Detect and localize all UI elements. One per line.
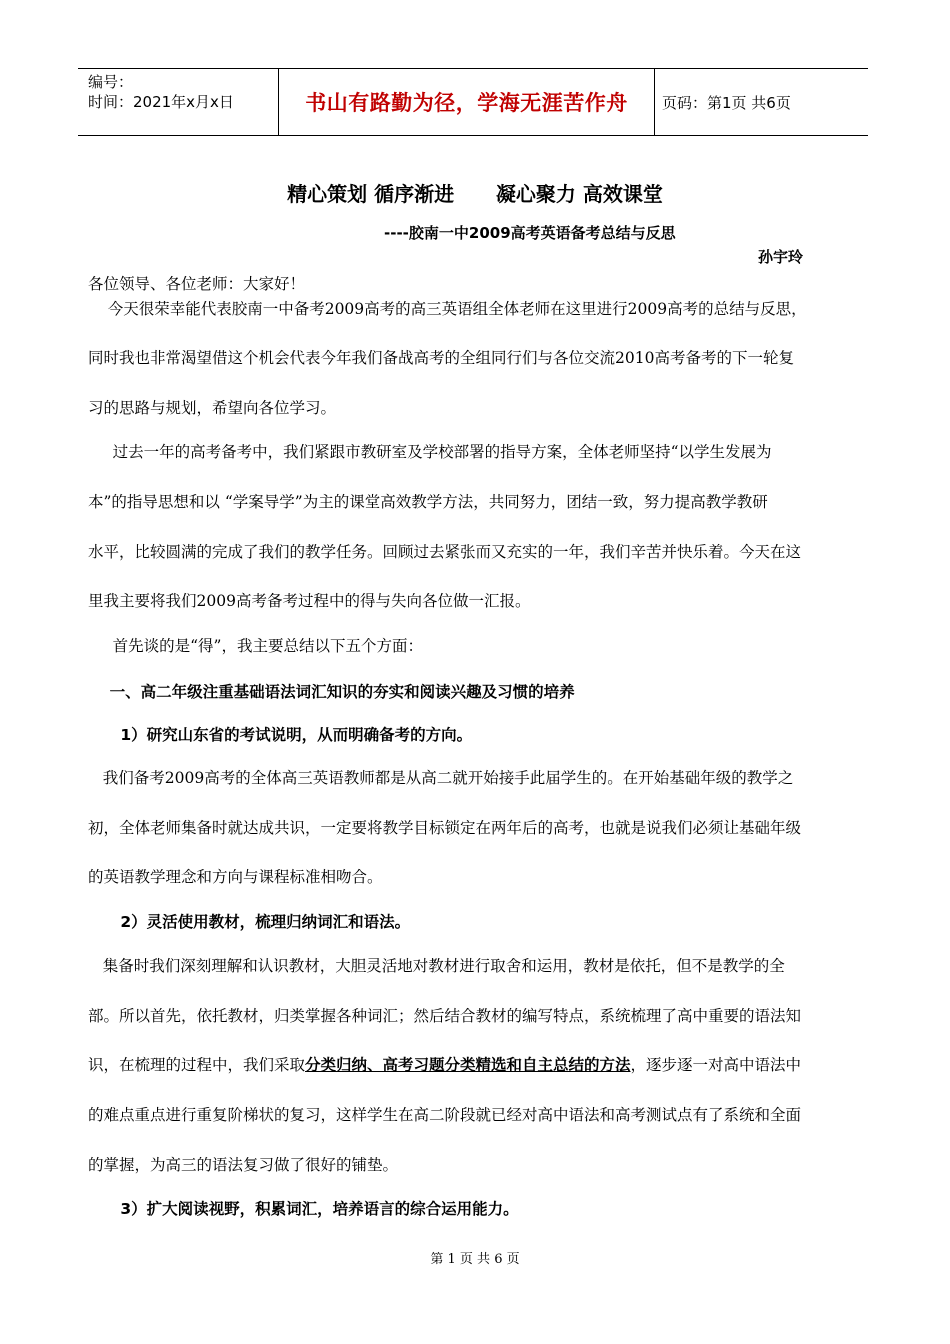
subsection-heading: 1）研究山东省的考试说明，从而明确备考的方向。 — [88, 726, 473, 744]
paragraph-line: 我们备考2009高考的全体高三英语教师都是从高二就开始接手此届学生的。在开始基础年级的教学之 — [88, 769, 794, 787]
motto: 书山有路勤为径，学海无涯苦作舟 — [279, 69, 655, 135]
subsection-heading: 2）灵活使用教材，梳理归纳词汇和语法。 — [88, 913, 411, 931]
section-heading: 一、高二年级注重基础语法词汇知识的夯实和阅读兴趣及习惯的培养 — [88, 683, 575, 701]
paragraph-line: 部。所以首先，依托教材，归类掌握各种词汇；然后结合教材的编写特点，系统梳理了高中重要的语法知 — [88, 1007, 802, 1025]
paragraph-line: 的掌握，为高三的语法复习做了很好的铺垫。 — [88, 1156, 399, 1174]
underlined-phrase: 分类归纳、高考习题分类精选和自主总结的方法 — [305, 1055, 631, 1074]
header-info-cell — [78, 69, 279, 135]
paragraph-line: 过去一年的高考备考中，我们紧跟市教研室及学校部署的指导方案，全体老师坚持“以学生发展为 — [88, 443, 772, 461]
paragraph-line: 集备时我们深刻理解和认识教材，大胆灵活地对教材进行取舍和运用，教材是依托，但不是教学的全 — [88, 957, 785, 975]
paragraph-line: 同时我也非常渴望借这个机会代表今年我们备战高考的全组同行们与各位交流2010高考备考的下一轮复 — [88, 349, 794, 367]
paragraph-line: 里我主要将我们2009高考备考过程中的得与失向各位做一汇报。 — [88, 592, 531, 610]
paragraph-line: 的英语教学理念和方向与课程标准相吻合。 — [88, 868, 383, 886]
greeting: 各位领导、各位老师：大家好！ — [88, 275, 306, 293]
paragraph-line — [88, 1053, 801, 1075]
paragraph-line: 水平，比较圆满的完成了我们的教学任务。回顾过去紧张而又充实的一年，我们辛苦并快乐着。今天在这 — [88, 543, 802, 561]
document-title: 精心策划 循序渐进 凝心聚力 高效课堂 — [287, 182, 663, 206]
number-label: 编号： — [88, 73, 134, 91]
paragraph-line: 初，全体老师集备时就达成共识，一定要将教学目标锁定在两年后的高考，也就是说我们必须让基础年级 — [88, 819, 802, 837]
paragraph-line: 首先谈的是“得”，我主要总结以下五个方面： — [88, 637, 423, 655]
subsection-heading: 3）扩大阅读视野，积累词汇，培养语言的综合运用能力。 — [88, 1200, 519, 1218]
document-subtitle: ----胶南一中2009高考英语备考总结与反思 — [384, 224, 676, 242]
page-info: 页码：第1页 共6页 — [662, 93, 791, 112]
time-label: 时间：2021年x月x日 — [88, 93, 234, 111]
paragraph-line: 习的思路与规划，希望向各位学习。 — [88, 399, 337, 417]
paragraph-text: 识，在梳理的过程中，我们采取 — [88, 1056, 306, 1074]
paragraph-line: 今天很荣幸能代表胶南一中备考2009高考的高三英语组全体老师在这里进行2009高考的总结与反思， — [88, 300, 807, 318]
header-table — [78, 68, 868, 136]
page-footer: 第 1 页 共 6 页 — [430, 1252, 520, 1267]
author: 孙宇玲 — [758, 248, 804, 266]
paragraph-text: ，逐步逐一对高中语法中 — [630, 1056, 802, 1074]
paragraph-line: 的难点重点进行重复阶梯状的复习，这样学生在高二阶段就已经对高中语法和高考测试点有了系统和全面 — [88, 1106, 802, 1124]
paragraph-line: 本”的指导思想和以 “学案导学”为主的课堂高效教学方法，共同努力，团结一致，努力提高教学教研 — [88, 493, 768, 511]
